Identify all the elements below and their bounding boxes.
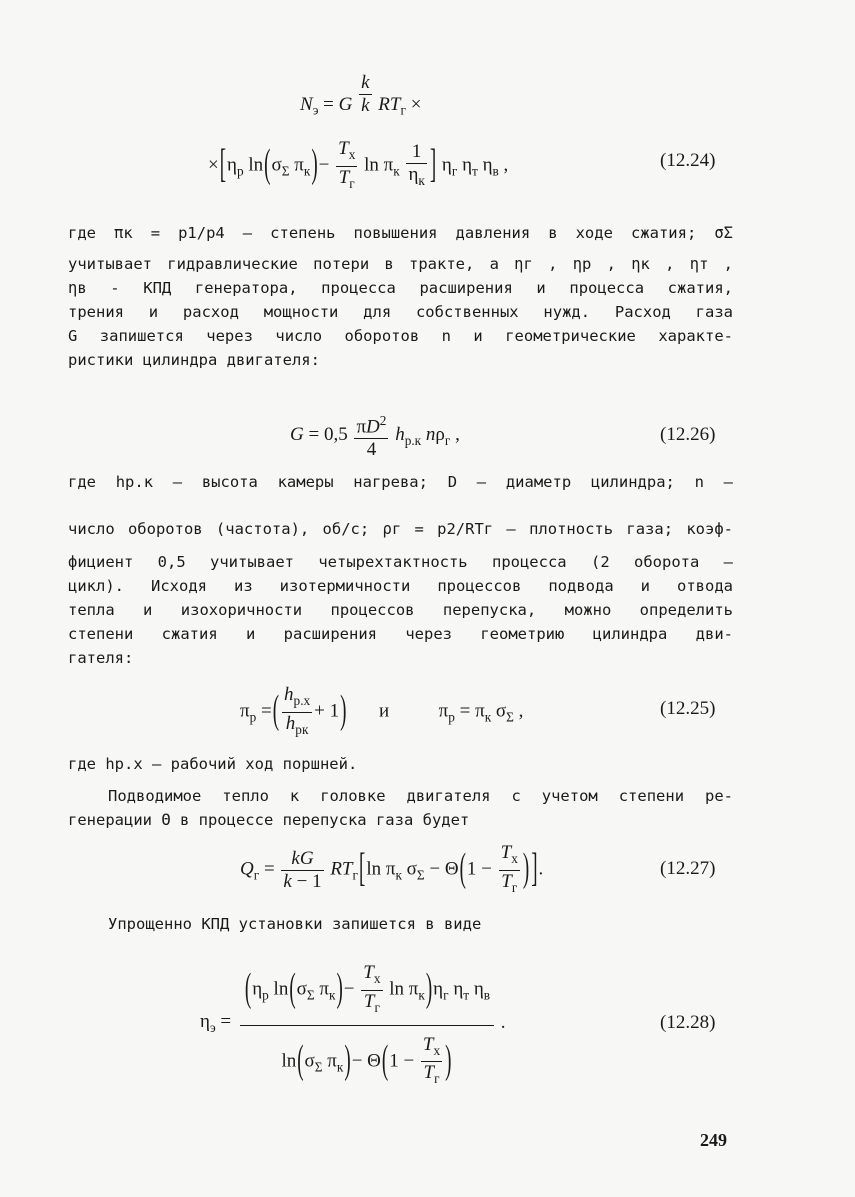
text-line: где hр.к — высота камеры нагрева; D — диаметр цилиндра; n — xyxy=(68,473,733,491)
text-line: ристики цилиндра двигателя: xyxy=(68,351,320,369)
equation-12-26: G = 0,5 $\frac{\pi D^2}{4}$ $h_{р.к}$ $n\rho_г$ , xyxy=(290,410,460,461)
paragraph xyxy=(68,752,733,776)
equation-12-24-line2: $\times[\eta_р$ $\ln(\sigma_\Sigma$ $\pi_к)-$ $\frac{T_х}{T_г}$ $\ln \pi_к$ $\frac{1}{\eta_к}$ ] $\eta_г$ $\eta_т$ $\eta_в$ , xyxy=(208,138,509,191)
text-line: где πк = p1/p4 — степень повышения давления в ходе сжатия; σΣ xyxy=(68,224,733,242)
equation-number: (12.28) xyxy=(660,1012,716,1033)
paragraph xyxy=(68,218,733,372)
text-line: цикл). Исходя из изотермичности процессов подвода и отвода xyxy=(68,577,733,595)
equation-number: (12.25) xyxy=(660,698,716,719)
equation-12-28: $\eta_э$ = ($\eta_р$ $\ln(\sigma_\Sigma$ $\pi_к)-$ $\frac{T_х}{T_г}$ $\ln \pi_к)\eta_г$ $\eta_т$ $\eta_в$ $\ln(\sigma_\Sigma$ $\pi_к)- \Theta(1$ − $\frac{T_х}{T_г}$ ) . xyxy=(200,956,506,1090)
text-line: тепла и изохоричности процессов перепуска, можно определить xyxy=(68,601,733,619)
text-line: генерации Θ в процессе перепуска газа будет xyxy=(68,811,470,829)
text-line: учитывает гидравлические потери в тракте, а ηг , ηр , ηк , ηт , xyxy=(68,255,733,273)
text-line: G запишется через число оборотов n и геометрические характе- xyxy=(68,327,733,345)
page-number: 249 xyxy=(700,1130,727,1150)
paragraph xyxy=(68,784,733,832)
equation-number: (12.24) xyxy=(660,150,716,171)
equation-12-24-line1: $N_э = G$ $\frac{k}{k}$ $RT_г$ × xyxy=(300,72,422,118)
equation-number: (12.27) xyxy=(660,858,716,879)
paragraph xyxy=(68,470,733,670)
text-line: ηв - КПД генератора, процесса расширения и процесса сжатия, xyxy=(68,279,733,297)
text-line: фициент 0,5 учитывает четырехтактность процесса (2 оборота — xyxy=(68,553,733,571)
text-line: гателя: xyxy=(68,649,134,667)
text-line: где hр.х — рабочий ход поршней. xyxy=(68,755,358,773)
text-line: число оборотов (частота), об/с; ρг = p2/RTг — плотность газа; коэф- xyxy=(68,520,733,538)
text-line: Упрощенно КПД установки запишется в виде xyxy=(108,915,482,933)
text-line: Подводимое тепло к головке двигателя с учетом степени ре- xyxy=(108,787,733,805)
conjunction-text: и xyxy=(378,700,390,722)
text-line: трения и расход мощности для собственных нужд. Расход газа xyxy=(68,303,733,321)
equation-number: (12.26) xyxy=(660,424,716,445)
paragraph xyxy=(68,912,733,936)
equation-12-25: $\pi_р$ =( $\frac{h_{р.х}}{h_{рк}}$ + 1) и $\pi_р = \pi_к$ $\sigma_\Sigma$ , xyxy=(240,684,524,737)
text-line: степени сжатия и расширения через геометрию цилиндра дви- xyxy=(68,625,733,643)
equation-12-27: $Q_г$ = $\frac{kG}{k - 1}$ $RT_г[\ln$ $\pi_к$ $\sigma_\Sigma - \Theta(1$ − $\frac{T_х}{T_г}$ ) ]. xyxy=(240,842,544,895)
